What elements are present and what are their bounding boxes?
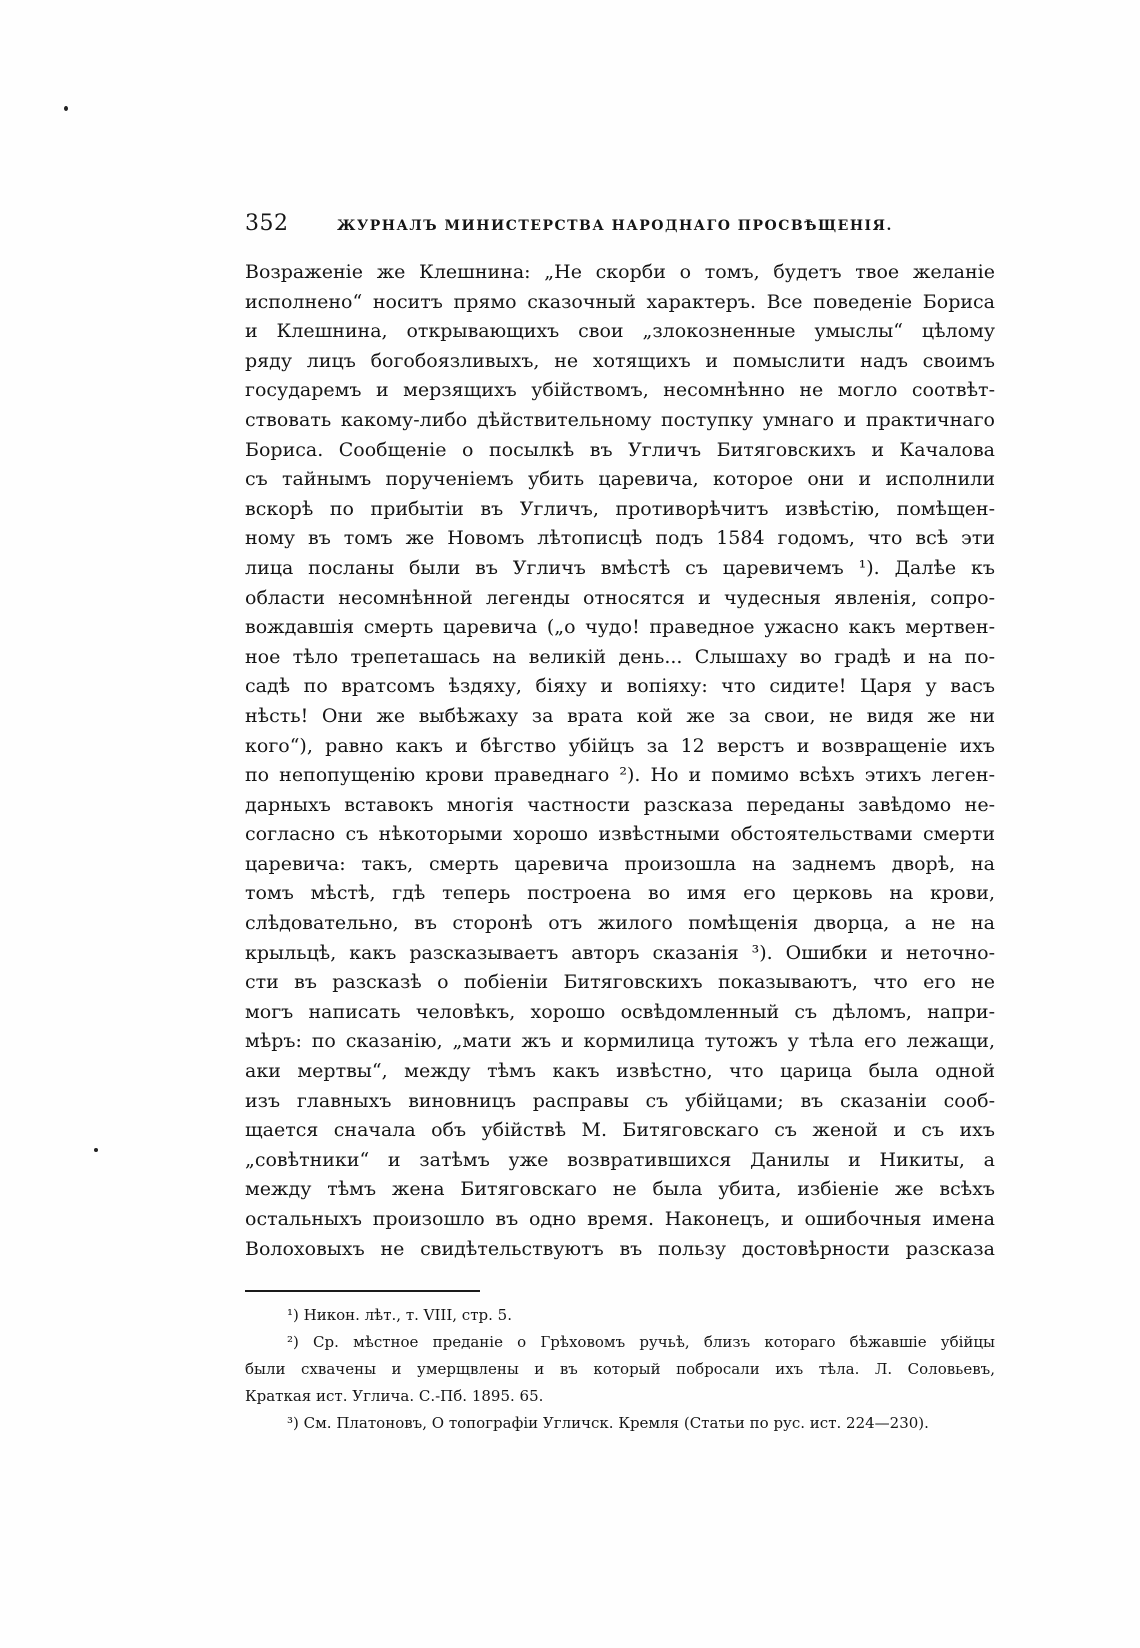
- text-line: ному въ томъ же Новомъ лѣтописцѣ подъ 1584 годомъ, что всѣ эти: [245, 527, 995, 550]
- text-line: ствовать какому-либо дѣйствительному поступку умнаго и практичнаго: [245, 408, 995, 431]
- page-number: 352: [245, 211, 289, 236]
- text-line: государемъ и мерзящихъ убійствомъ, несомнѣнно не могло соотвѣт-: [245, 379, 995, 402]
- text-line: Волоховыхъ не свидѣтельствуютъ въ пользу достовѣрности разсказа: [245, 1237, 995, 1260]
- text-line: вождавшія смерть царевича („о чудо! праведное ужасно какъ мертвен-: [245, 616, 995, 639]
- running-title: ЖУРНАЛЪ МИНИСТЕРСТВА НАРОДНАГО ПРОСВѢЩЕНІЯ.: [337, 218, 893, 234]
- page-header: [245, 211, 995, 245]
- footnote-2: ²) Ср. мѣстное преданіе о Грѣховомъ ручьѣ, близъ котораго бѣжавшіе убійцы: [287, 1333, 995, 1351]
- text-line: остальныхъ произошло въ одно время. Наконецъ, и ошибочныя имена: [245, 1208, 995, 1230]
- print-speck: [94, 1148, 98, 1152]
- text-line: ное тѣло трепеташась на великій день... Слышаху во градѣ и на по-: [245, 645, 995, 668]
- text-line: сти въ разсказѣ о побіеніи Битяговскихъ показываютъ, что его не: [245, 971, 995, 994]
- text-line: кого“), равно какъ и бѣгство убійцъ за 12 верстъ и возвращеніе ихъ: [245, 734, 995, 757]
- text-line: по непопущенію крови праведнаго ²). Но и помимо всѣхъ этихъ леген-: [245, 764, 995, 787]
- text-line: крыльцѣ, какъ разсказываетъ авторъ сказанія ³). Ошибки и неточно-: [245, 941, 995, 964]
- text-line: томъ мѣстѣ, гдѣ теперь построена во имя его церковь на крови,: [245, 882, 995, 905]
- body-text: [245, 258, 995, 1264]
- text-line: съ тайнымъ порученіемъ убить царевича, которое они и исполнили: [245, 468, 995, 491]
- footnote-divider: [245, 1290, 480, 1292]
- footnote-3: ³) См. Платоновъ, О топографіи Угличск. Кремля (Статьи по рус. ист. 224—230).: [287, 1414, 929, 1432]
- footnotes: [245, 1302, 995, 1437]
- text-line: мѣръ: по сказанію, „мати жъ и кормилица тутожъ у тѣла его лежащи,: [245, 1030, 995, 1053]
- footnote-2-continued: Краткая ист. Углича. С.-Пб. 1895. 65.: [245, 1387, 544, 1405]
- text-line: щается сначала объ убійствѣ М. Битяговскаго съ женой и съ ихъ: [245, 1119, 995, 1142]
- text-line: Возраженіе же Клешнина: „Не скорби о томъ, будетъ твое желаніе: [245, 261, 995, 283]
- text-line: изъ главныхъ виновницъ расправы съ убійцами; въ сказаніи сооб-: [245, 1089, 995, 1112]
- text-line: Бориса. Сообщеніе о посылкѣ въ Угличъ Битяговскихъ и Качалова: [245, 438, 995, 461]
- footnote-1: ¹) Никон. лѣт., т. VIII, стр. 5.: [287, 1306, 512, 1324]
- text-line: согласно съ нѣкоторыми хорошо извѣстными обстоятельствами смерти: [245, 823, 995, 846]
- text-line: могъ написать человѣкъ, хорошо освѣдомленный съ дѣломъ, напри-: [245, 1000, 995, 1023]
- text-line: дарныхъ вставокъ многія частности разсказа переданы завѣдомо не-: [245, 793, 995, 816]
- print-speck: [64, 106, 68, 111]
- text-line: слѣдовательно, въ сторонѣ отъ жилого помѣщенія дворца, а не на: [245, 912, 995, 935]
- text-line: исполнено“ носитъ прямо сказочный характеръ. Все поведеніе Бориса: [245, 290, 995, 313]
- text-line: лица посланы были въ Угличъ вмѣстѣ съ царевичемъ ¹). Далѣе къ: [245, 556, 995, 579]
- text-line: и Клешнина, открывающихъ свои „злокозненные умыслы“ цѣлому: [245, 320, 995, 343]
- text-line: садѣ по вратсомъ ѣздяху, біяху и вопіяху: что сидите! Царя у васъ: [245, 675, 995, 698]
- text-line: „совѣтники“ и затѣмъ уже возвратившихся Данилы и Никиты, а: [245, 1148, 995, 1171]
- text-line: между тѣмъ жена Битяговскаго не была убита, избіеніе же всѣхъ: [245, 1178, 995, 1201]
- text-line: нѣсть! Они же выбѣжаху за врата кой же за свои, не видя же ни: [245, 704, 995, 727]
- text-line: царевича: такъ, смерть царевича произошла на заднемъ дворѣ, на: [245, 852, 995, 875]
- text-line: аки мертвы“, между тѣмъ какъ извѣстно, что царица была одной: [245, 1060, 995, 1083]
- footnote-2-continued: были схвачены и умерщвлены и въ который побросали ихъ тѣла. Л. Соловьевъ,: [245, 1360, 995, 1378]
- text-line: области несомнѣнной легенды относятся и чудесныя явленія, сопро-: [245, 586, 995, 609]
- text-line: ряду лицъ богобоязливыхъ, не хотящихъ и помыслити надъ своимъ: [245, 349, 995, 372]
- text-line: вскорѣ по прибытіи въ Угличъ, противорѣчитъ извѣстію, помѣщен-: [245, 497, 995, 520]
